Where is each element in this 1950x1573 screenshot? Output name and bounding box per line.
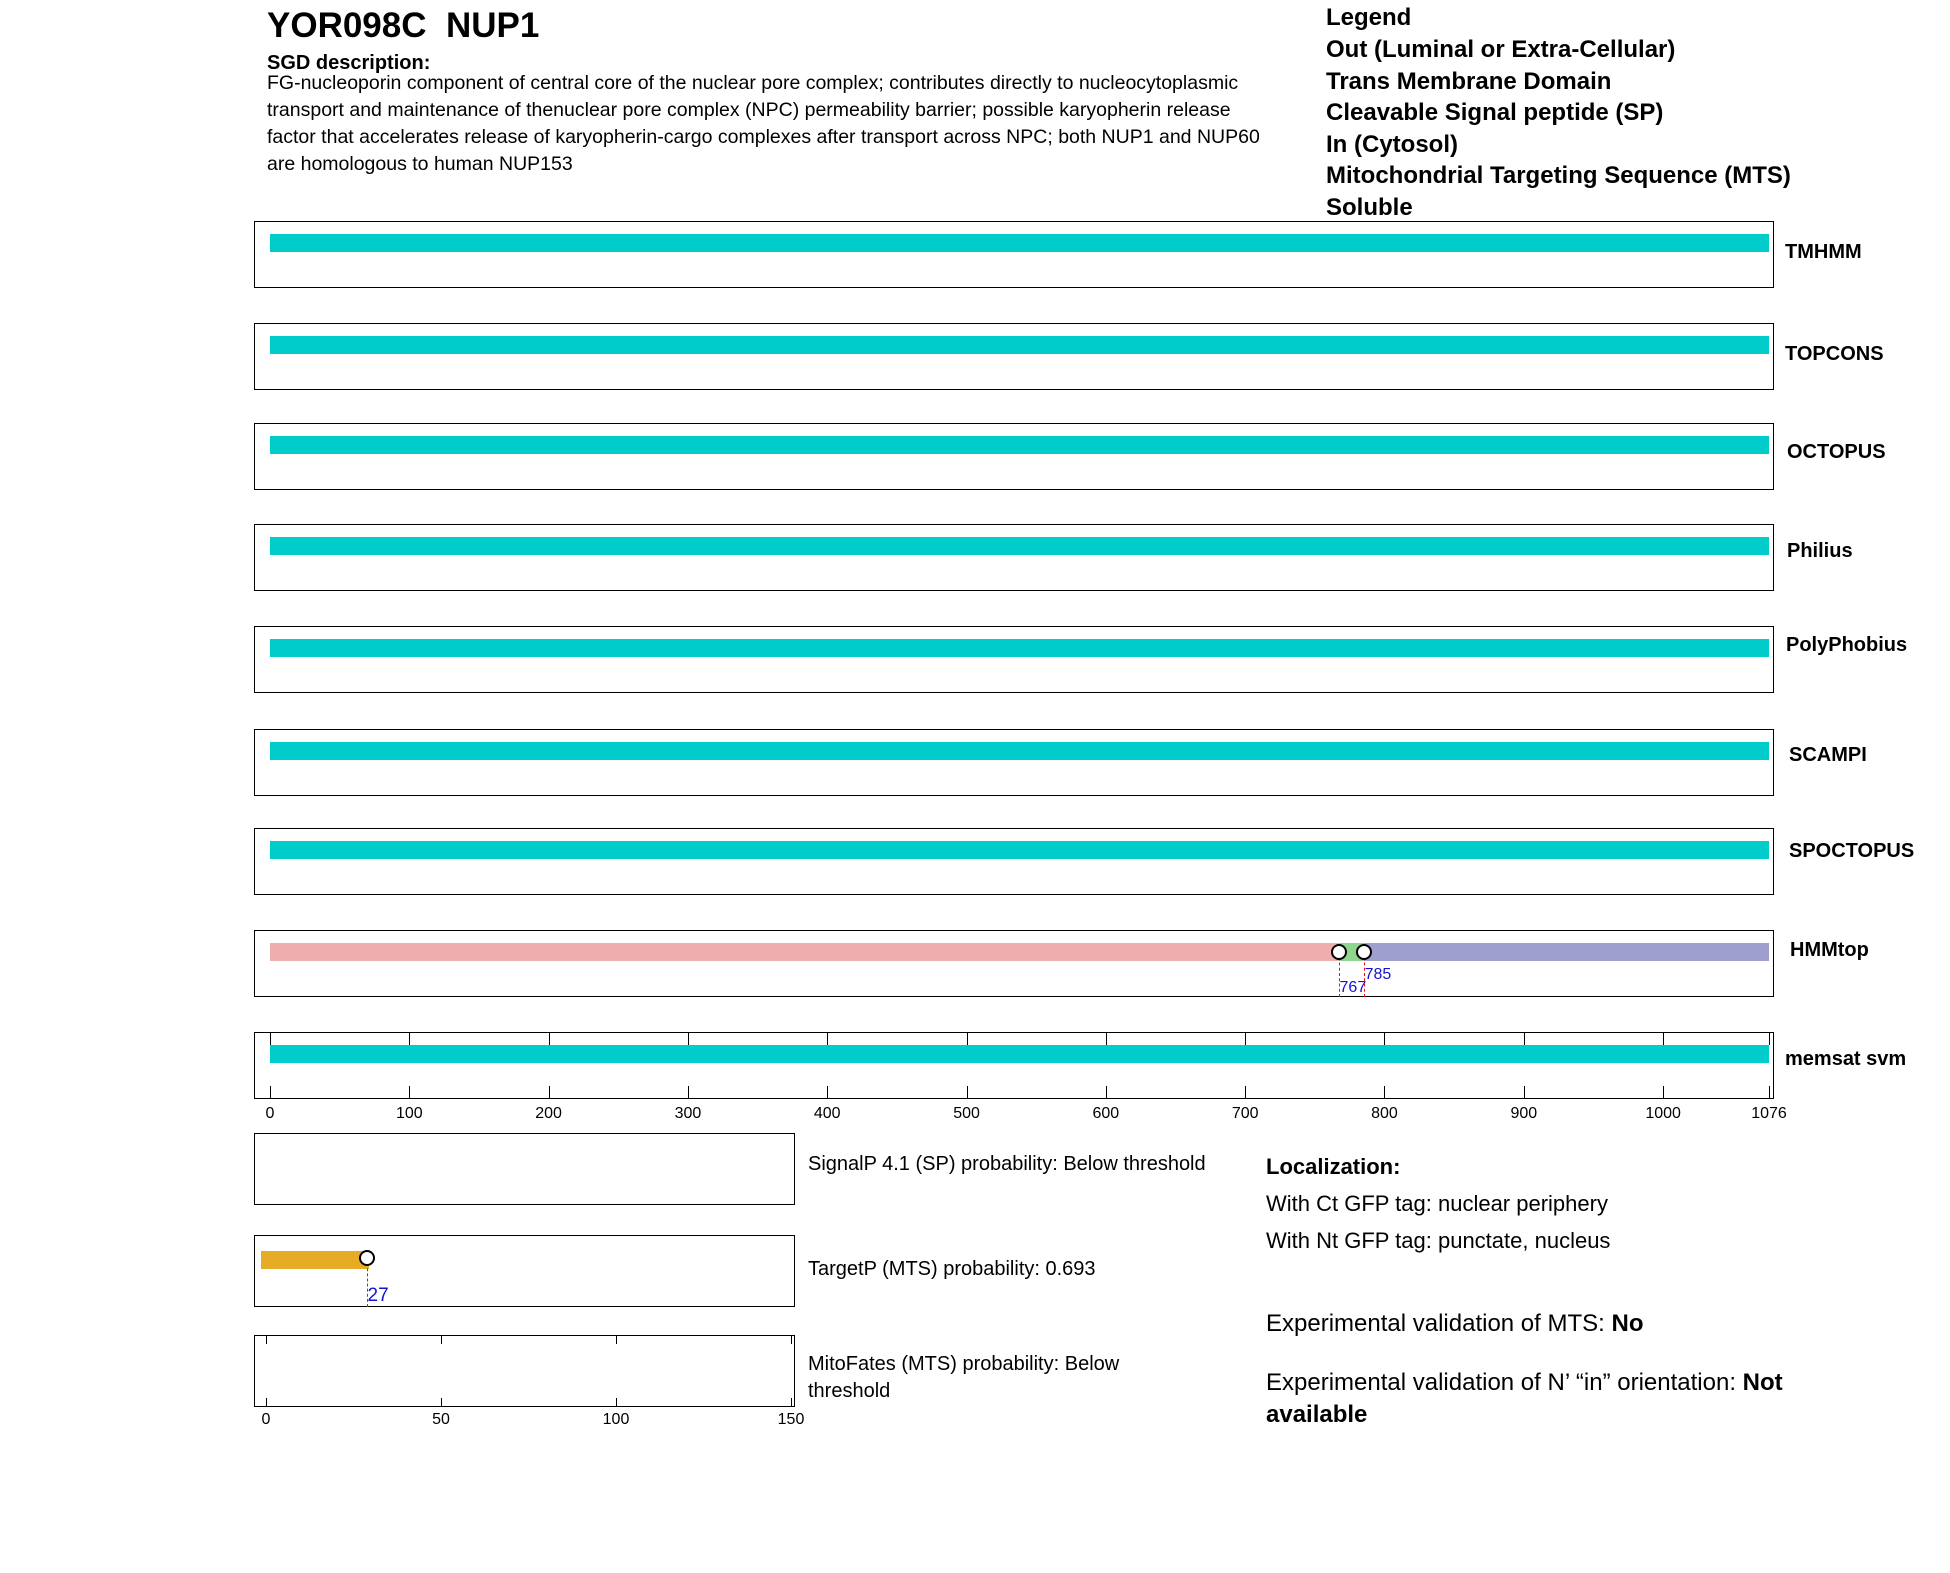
- x-tick-mark: [270, 1086, 271, 1098]
- x-tick-mark: [409, 1033, 410, 1045]
- mts-validation: [1266, 1308, 1866, 1340]
- x-tick-mark: [1245, 1086, 1246, 1098]
- orientation-validation-label: Experimental validation of N’ “in” orientation:: [1266, 1369, 1743, 1396]
- segment-bar: [270, 436, 1769, 454]
- legend-item-mts: Mitochondrial Targeting Sequence (MTS): [1326, 162, 1791, 190]
- track-memsat-svm: [254, 1032, 1774, 1099]
- x-tick-mark: [791, 1336, 792, 1344]
- legend-title: Legend: [1326, 4, 1412, 31]
- x-tick-label: 500: [953, 1105, 980, 1122]
- x-tick-mark: [1663, 1033, 1664, 1045]
- x-tick-mark: [1106, 1033, 1107, 1045]
- x-tick-mark: [1245, 1033, 1246, 1045]
- x-tick-mark: [967, 1086, 968, 1098]
- segment-bar: [270, 742, 1769, 760]
- x-tick-mark: [266, 1398, 267, 1406]
- x-tick-mark: [409, 1086, 410, 1098]
- localization-title: Localization:: [1266, 1154, 1401, 1179]
- localization-nt: With Nt GFP tag: punctate, nucleus: [1266, 1228, 1611, 1253]
- x-tick-mark: [441, 1398, 442, 1406]
- mts-track-targetp: [254, 1235, 795, 1307]
- track-scampi: [254, 729, 1774, 796]
- segment-bar: [261, 1251, 369, 1269]
- segment-bar: [270, 841, 1769, 859]
- track-label-octopus: OCTOPUS: [1787, 441, 1886, 463]
- x-tick-label: 300: [674, 1105, 702, 1122]
- targetp-probability: TargetP (MTS) probability: 0.693: [808, 1258, 1096, 1280]
- track-label-scampi: SCAMPI: [1789, 744, 1867, 766]
- marker-circle: [1331, 944, 1347, 960]
- x-tick-label: 100: [395, 1105, 423, 1122]
- track-topcons: [254, 323, 1774, 390]
- x-tick-mark: [1769, 1086, 1770, 1098]
- marker-label: 767: [1339, 979, 1367, 996]
- x-tick-label: 1076: [1751, 1105, 1787, 1122]
- x-tick-label: 150: [777, 1411, 805, 1428]
- track-polyphobius: [254, 626, 1774, 693]
- orientation-validation: [1266, 1367, 1866, 1431]
- legend: [1326, 4, 1791, 226]
- signalp-probability: SignalP 4.1 (SP) probability: Below threshold: [808, 1153, 1206, 1175]
- segment-bar: [270, 234, 1769, 252]
- mts-validation-label: Experimental validation of MTS:: [1266, 1310, 1612, 1337]
- x-tick-mark: [270, 1033, 271, 1045]
- x-tick-mark: [1769, 1033, 1770, 1045]
- x-tick-label: 0: [261, 1411, 271, 1428]
- legend-item-sp: Cleavable Signal peptide (SP): [1326, 99, 1664, 127]
- x-tick-mark: [1524, 1033, 1525, 1045]
- legend-item-tm: Trans Membrane Domain: [1326, 67, 1612, 95]
- x-tick-mark: [616, 1336, 617, 1344]
- mts-track-mitofates: [254, 1335, 795, 1407]
- track-label-tmhmm: TMHMM: [1785, 241, 1862, 263]
- x-tick-mark: [688, 1033, 689, 1045]
- track-label-spoctopus: SPOCTOPUS: [1789, 840, 1915, 862]
- track-tmhmm: [254, 221, 1774, 288]
- track-label-hmmtop: HMMtop: [1790, 939, 1869, 961]
- x-tick-label: 600: [1092, 1105, 1120, 1122]
- x-tick-label: 1000: [1645, 1105, 1681, 1122]
- x-tick-label: 50: [432, 1411, 450, 1428]
- legend-item-in: In (Cytosol): [1326, 130, 1458, 158]
- localization-ct: With Ct GFP tag: nuclear periphery: [1266, 1191, 1608, 1216]
- marker-circle: [1356, 944, 1372, 960]
- mts-track-signalp: [254, 1133, 795, 1205]
- x-tick-label: 800: [1371, 1105, 1398, 1122]
- segment-bar: [270, 537, 1769, 555]
- x-tick-label: 700: [1231, 1105, 1259, 1122]
- orientation-validation-value: Not available: [1266, 1369, 1783, 1428]
- page-title: YOR098C NUP1: [267, 6, 540, 45]
- mts-validation-value: No: [1611, 1310, 1644, 1337]
- x-tick-label: 900: [1510, 1105, 1538, 1122]
- legend-item-out: Out (Luminal or Extra-Cellular): [1326, 36, 1676, 63]
- x-tick-mark: [1384, 1086, 1385, 1098]
- mitofates-probability: MitoFates (MTS) probability: Below threshold: [808, 1353, 1120, 1402]
- x-tick-mark: [967, 1033, 968, 1045]
- x-tick-label: 200: [535, 1105, 562, 1122]
- segment-bar: [1364, 943, 1769, 961]
- track-hmmtop: [254, 930, 1774, 997]
- track-spoctopus: [254, 828, 1774, 895]
- track-label-topcons: TOPCONS: [1785, 343, 1884, 365]
- segment-bar: [270, 943, 1339, 961]
- legend-item-soluble: Soluble: [1326, 193, 1413, 221]
- x-tick-mark: [791, 1398, 792, 1406]
- track-philius: [254, 524, 1774, 591]
- segment-bar: [270, 1045, 1769, 1063]
- x-tick-mark: [441, 1336, 442, 1344]
- marker-label: 785: [1364, 966, 1392, 983]
- x-tick-mark: [266, 1336, 267, 1344]
- x-tick-mark: [1106, 1086, 1107, 1098]
- marker-label: 27: [367, 1285, 389, 1306]
- segment-bar: [270, 336, 1769, 354]
- track-label-polyphobius: PolyPhobius: [1786, 634, 1908, 656]
- x-tick-mark: [616, 1398, 617, 1406]
- x-tick-mark: [827, 1033, 828, 1045]
- track-label-philius: Philius: [1787, 540, 1853, 562]
- x-tick-label: 100: [602, 1411, 630, 1428]
- x-tick-mark: [827, 1086, 828, 1098]
- marker-circle: [359, 1250, 375, 1266]
- sgd-description-label: SGD description:: [267, 52, 431, 74]
- x-tick-mark: [688, 1086, 689, 1098]
- segment-bar: [270, 639, 1769, 657]
- track-label-memsat-svm: memsat svm: [1785, 1048, 1907, 1070]
- x-tick-mark: [549, 1086, 550, 1098]
- track-octopus: [254, 423, 1774, 490]
- x-tick-label: 400: [813, 1105, 841, 1122]
- sgd-description-text: FG-nucleoporin component of central core of the nuclear pore complex; contributes directly to nucleocytoplasmic transport and maintenance of thenuclear pore complex (NPC) permeability barrier; possible karyopherin release factor that accelerates release of karyopherin-cargo complexes after transport across NPC; both NUP1 and NUP60 are homologous to human NUP153: [267, 72, 1260, 175]
- x-tick-mark: [1524, 1086, 1525, 1098]
- localization: [1266, 1148, 1610, 1259]
- x-tick-mark: [1384, 1033, 1385, 1045]
- x-tick-label: 0: [265, 1105, 275, 1122]
- x-tick-mark: [549, 1033, 550, 1045]
- x-tick-mark: [1663, 1086, 1664, 1098]
